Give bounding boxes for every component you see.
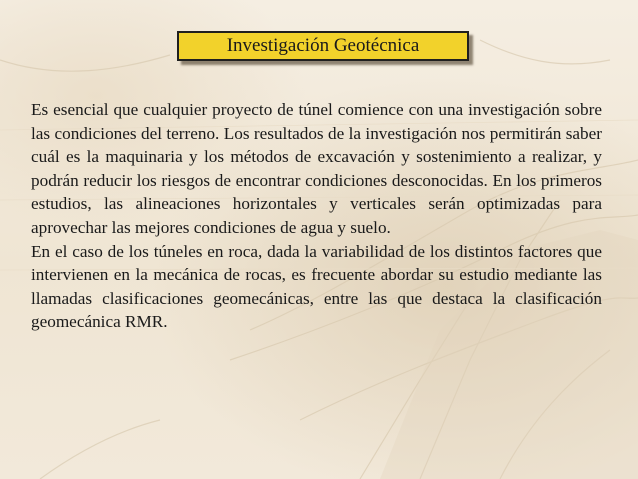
slide-body <box>31 98 602 334</box>
body-paragraph: En el caso de los túneles en roca, dada la variabilidad de los distintos factores que intervienen en la mecánica de rocas, es frecuente abordar su estudio mediante las llamadas clasificaciones geomecánicas, entre las que destaca la clasificación geomecánica RMR. <box>31 241 602 332</box>
body-paragraph: Es esencial que cualquier proyecto de túnel comience con una investigación sobre las condiciones del terreno. Los resultados de la investigación nos permitirán saber cuál es la maquinaria y los métodos de excavación y sostenimiento a realizar, y podrán reducir los riesgos de encontrar condiciones desconocidas. En los primeros estudios, las alineaciones horizontales y verticales serán optimizadas para aprovechar las mejores condiciones de agua y suelo. <box>31 100 602 237</box>
slide-title: Investigación Geotécnica <box>177 31 469 61</box>
